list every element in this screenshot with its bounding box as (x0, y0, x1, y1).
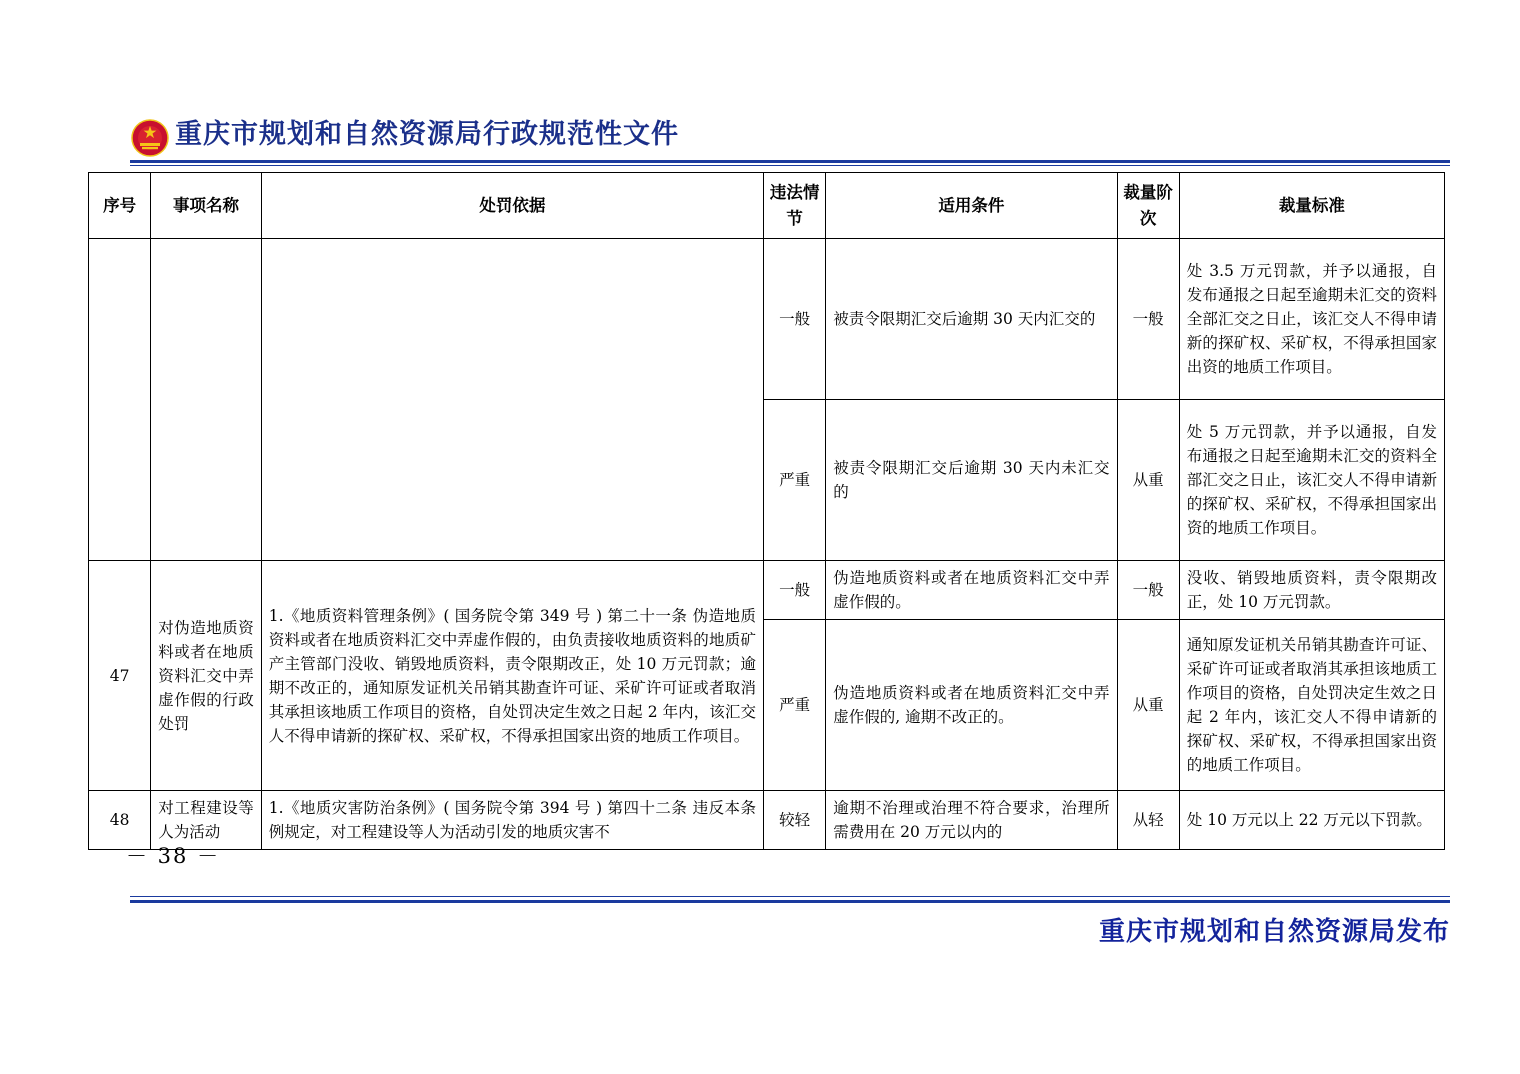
cell-level: 严重 (763, 400, 825, 561)
table-header-row (89, 173, 1445, 239)
page-number: － 38 － (126, 844, 221, 868)
table-row (89, 561, 1445, 620)
footer-publisher: 重庆市规划和自然资源局发布 (1098, 917, 1450, 947)
col-header-seq: 序号 (89, 173, 151, 239)
cell-condition: 伪造地质资料或者在地质资料汇交中弄虚作假的。 (826, 561, 1117, 620)
cell-tier: 一般 (1117, 561, 1179, 620)
cell-condition: 逾期不治理或治理不符合要求，治理所需费用在 20 万元以内的 (826, 791, 1117, 850)
cell-standard: 没收、销毁地质资料，责令限期改正，处 10 万元罚款。 (1179, 561, 1444, 620)
cell-standard: 通知原发证机关吊销其勘查许可证、采矿许可证或者取消其承担该地质工作项目的资格，自处罚决定生效之日起 2 年内，该汇交人不得申请新的探矿权、采矿权，不得承担国家出资的地质工作项目。 (1179, 620, 1444, 791)
col-header-level: 违法情节 (763, 173, 825, 239)
cell-tier: 一般 (1117, 239, 1179, 400)
cell-level: 一般 (763, 561, 825, 620)
cell-seq: 47 (89, 561, 151, 791)
discretion-standards-table (88, 172, 1445, 850)
cell-tier: 从轻 (1117, 791, 1179, 850)
table-row (89, 791, 1445, 850)
national-emblem-icon (130, 118, 170, 158)
cell-condition: 被责令限期汇交后逾期 30 天内汇交的 (826, 239, 1117, 400)
cell-standard: 处 3.5 万元罚款，并予以通报，自发布通报之日起至逾期未汇交的资料全部汇交之日止，该汇交人不得申请新的探矿权、采矿权，不得承担国家出资的地质工作项目。 (1179, 239, 1444, 400)
footer-rule-thin (130, 896, 1450, 897)
cell-level: 严重 (763, 620, 825, 791)
header-title: 重庆市规划和自然资源局行政规范性文件 (175, 119, 679, 150)
cell-level: 较轻 (763, 791, 825, 850)
header-rule-thin (130, 165, 1450, 166)
cell-tier: 从重 (1117, 620, 1179, 791)
cell-name: 对伪造地质资料或者在地质资料汇交中弄虚作假的行政处罚 (151, 561, 261, 791)
cell-name-continued (151, 239, 261, 561)
cell-seq: 48 (89, 791, 151, 850)
col-header-tier: 裁量阶次 (1117, 173, 1179, 239)
cell-standard: 处 10 万元以上 22 万元以下罚款。 (1179, 791, 1444, 850)
cell-tier: 从重 (1117, 400, 1179, 561)
cell-basis-continued (261, 239, 763, 561)
cell-condition: 被责令限期汇交后逾期 30 天内未汇交的 (826, 400, 1117, 561)
col-header-condition: 适用条件 (826, 173, 1117, 239)
cell-condition: 伪造地质资料或者在地质资料汇交中弄虚作假的, 逾期不改正的。 (826, 620, 1117, 791)
col-header-standard: 裁量标准 (1179, 173, 1444, 239)
cell-seq-continued (89, 239, 151, 561)
cell-basis: 1.《地质灾害防治条例》( 国务院令第 394 号 ) 第四十二条 违反本条例规定，对工程建设等人为活动引发的地质灾害不 (261, 791, 763, 850)
cell-level: 一般 (763, 239, 825, 400)
footer-rule-thick (130, 900, 1450, 903)
col-header-name: 事项名称 (151, 173, 261, 239)
cell-standard: 处 5 万元罚款，并予以通报，自发布通报之日起至逾期未汇交的资料全部汇交之日止，该汇交人不得申请新的探矿权、采矿权，不得承担国家出资的地质工作项目。 (1179, 400, 1444, 561)
cell-basis: 1.《地质资料管理条例》( 国务院令第 349 号 ) 第二十一条 伪造地质资料或者在地质资料汇交中弄虚作假的，由负责接收地质资料的地质矿产主管部门没收、销毁地质资料，责令限期改正，处 10 万元罚款；逾期不改正的，通知原发证机关吊销其勘查许可证、采矿许可证或者取消其承担该地质工作项目的资格，自处罚决定生效之日起 2 年内，该汇交人不得申请新的探矿权、采矿权，不得承担国家出资的地质工作项目。 (261, 561, 763, 791)
table-row (89, 239, 1445, 400)
document-header (130, 112, 1450, 170)
col-header-basis: 处罚依据 (261, 173, 763, 239)
header-rule-thick (130, 160, 1450, 163)
cell-name: 对工程建设等人为活动 (151, 791, 261, 850)
